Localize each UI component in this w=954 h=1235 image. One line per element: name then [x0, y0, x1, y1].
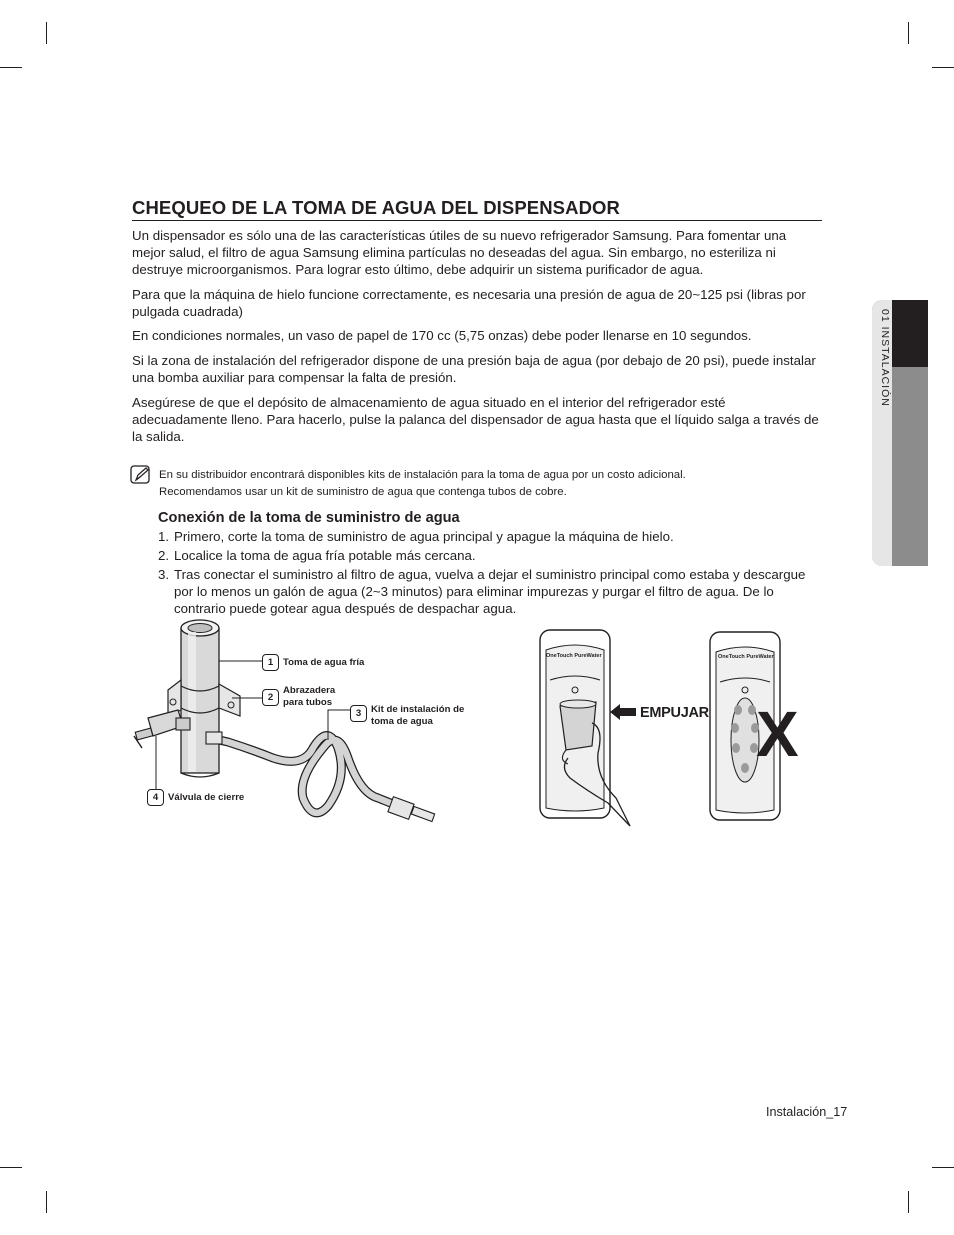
note-line-1: En su distribuidor encontrará disponibles kits de instalación para la toma de agua por un costo adicional.: [159, 469, 686, 481]
paragraph-reservoir: Asegúrese de que el depósito de almacenamiento de agua situado en el interior del refrigerador esté adecuadamente lleno. Para hacerlo, pulse la palanca del dispensador de agua hasta que el líquido salga a través de la salida.: [132, 395, 819, 444]
steps-list: [158, 528, 808, 619]
callout-cold-water-pipe: [262, 654, 364, 671]
paragraph-low-pressure: Si la zona de instalación del refrigerador dispone de una presión baja de agua (por debajo de 20 psi), puede instalar una bomba auxiliar para compensar la falta de presión.: [132, 353, 816, 385]
callout-number: 2: [262, 689, 279, 706]
list-item: [158, 547, 808, 564]
step-text: Tras conectar el suministro al filtro de agua, vuelva a dejar el suministro principal como estaba y descargue por lo menos un galón de agua (2~3 minutos) para eliminar impurezas y purgar el filtro de agua. De lo contrario puede gotear agua después de despachar agua.: [174, 567, 806, 616]
crop-mark: [932, 67, 954, 68]
callout-pipe-clamp: [262, 685, 335, 709]
section-subheading: Conexión de la toma de suministro de agua: [158, 510, 460, 526]
callout-label: Válvula de cierre: [168, 792, 245, 804]
step-text: Localice la toma de agua fría potable más cercana.: [174, 548, 476, 563]
note: [159, 467, 799, 501]
crop-mark: [46, 22, 47, 44]
list-item: [158, 528, 808, 545]
note-pencil-icon: [130, 465, 152, 485]
callout-label: Abrazadera: [283, 685, 336, 696]
crop-mark: [0, 1167, 22, 1168]
list-item: [158, 566, 808, 617]
callout-label: Toma de agua fría: [283, 657, 365, 669]
note-line-2: Recomendamos usar un kit de suministro de agua que contenga tubos de cobre.: [159, 486, 567, 498]
step-number: 1.: [158, 529, 170, 544]
section-tab-label: 01 INSTALACIÓN: [879, 309, 891, 407]
page-title: CHEQUEO DE LA TOMA DE AGUA DEL DISPENSADOR: [132, 198, 822, 221]
callout-number: 1: [262, 654, 279, 671]
crop-mark: [46, 1191, 47, 1213]
paragraph-intro: Un dispensador es sólo una de las características útiles de su nuevo refrigerador Samsung. Para fomentar una mejor salud, el filtro de agua Samsung elimina partículas no deseadas del agua. Sin embargo, no esteriliza ni destruye microorganismos. Para lograr esto último, debe adquirir un sistema purificador de agua.: [132, 228, 787, 277]
step-number: 2.: [158, 548, 170, 563]
callout-install-kit: [350, 704, 464, 728]
callout-number: 3: [350, 705, 367, 722]
dispenser-brand-label: OneTouch PureWater: [546, 653, 602, 659]
callout-label: Kit de instalación de: [371, 704, 465, 715]
callout-label: toma de agua: [371, 716, 433, 727]
crop-mark: [932, 1167, 954, 1168]
paragraph-cup-fill: En condiciones normales, un vaso de papel de 170 cc (5,75 onzas) debe poder llenarse en 10 segundos.: [132, 328, 752, 343]
crop-mark: [0, 67, 22, 68]
wrong-x-icon: X: [756, 698, 799, 770]
crop-mark: [908, 1191, 909, 1213]
page-footer: Instalación_17: [766, 1105, 848, 1119]
push-label: EMPUJAR: [640, 705, 709, 721]
callout-label: para tubos: [283, 697, 333, 708]
dispenser-brand-label: OneTouch PureWater: [718, 654, 774, 660]
step-text: Primero, corte la toma de suministro de agua principal y apague la máquina de hielo.: [174, 529, 674, 544]
paragraph-pressure: Para que la máquina de hielo funcione correctamente, es necesaria una presión de agua de 20~125 psi (libras por pulgada cuadrada): [132, 287, 806, 319]
callout-number: 4: [147, 789, 164, 806]
crop-mark: [908, 22, 909, 44]
step-number: 3.: [158, 567, 170, 582]
callout-shutoff-valve: [147, 789, 244, 806]
